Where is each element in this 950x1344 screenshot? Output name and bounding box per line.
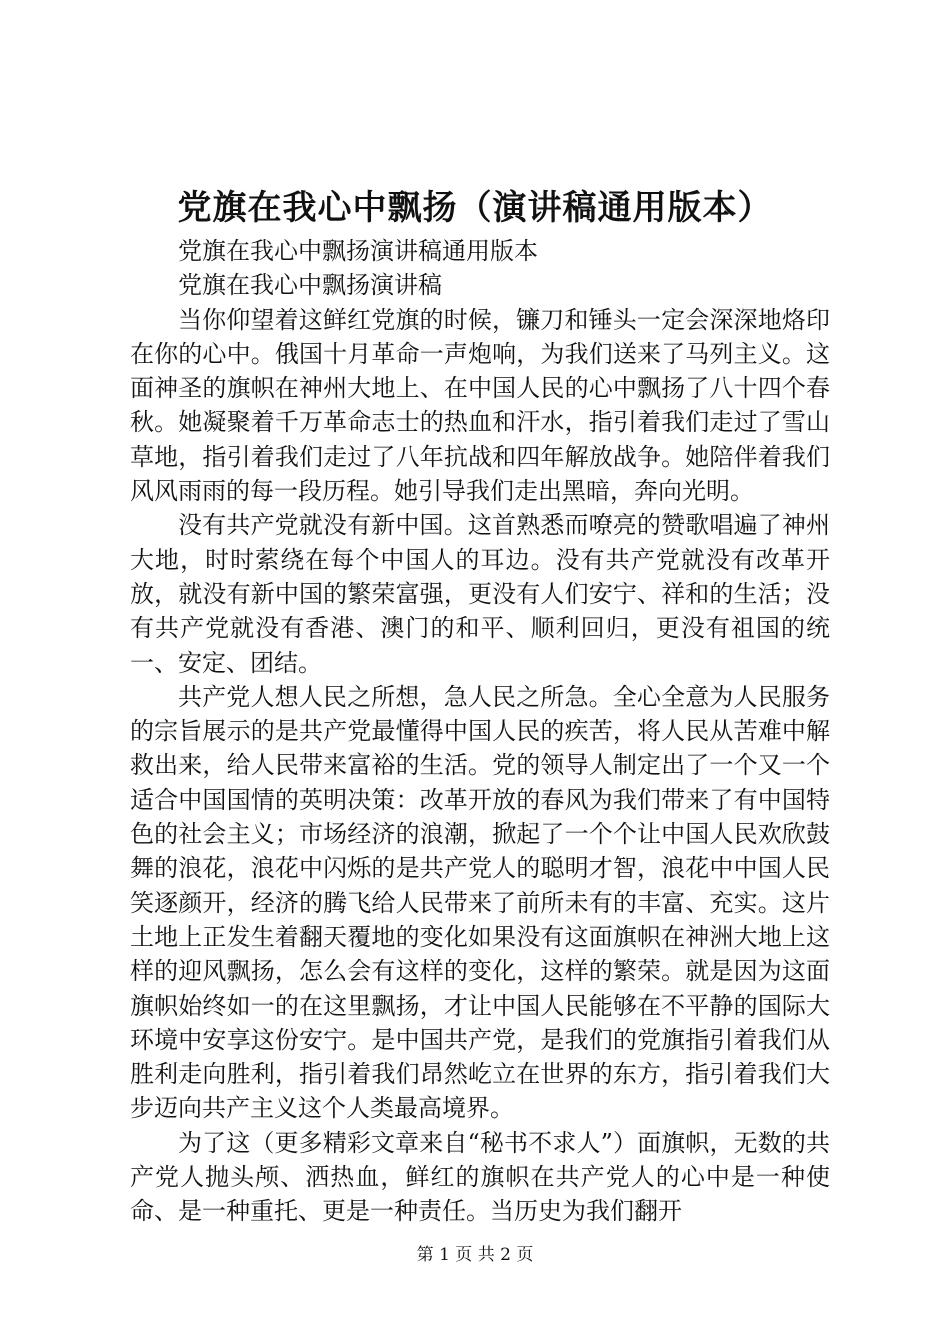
body-paragraph: 没有共产党就没有新中国。这首熟悉而嘹亮的赞歌唱遍了神州大地，时时萦绕在每个中国人的耳边。没有共产党就没有改革开放，就没有新中国的繁荣富强，更没有人们安宁、祥和的生活；没有共产党就没有香港、澳门的和平、顺利回归，更没有祖国的统一、安定、团结。 [130, 511, 830, 677]
page-number-footer: 第 1 页 共 2 页 [416, 1245, 534, 1265]
document-body [130, 234, 830, 1229]
subtitle-line: 党旗在我心中飘扬演讲稿通用版本 [178, 237, 538, 265]
subtitle-line: 党旗在我心中飘扬演讲稿 [178, 271, 442, 300]
document-title: 党旗在我心中飘扬（演讲稿通用版本） [177, 188, 773, 228]
body-paragraph: 为了这（更多精彩文章来自“秘书不求人”）面旗帜，无数的共产党人抛头颅、洒热血，鲜红的旗帜在共产党人的心中是一种使命、是一种重托、更是一种责任。当历史为我们翻开 [130, 1128, 830, 1226]
body-paragraph: 当你仰望着这鲜红党旗的时候，镰刀和锤头一定会深深地烙印在你的心中。俄国十月革命一声炮响，为我们送来了马列主义。这面神圣的旗帜在神州大地上、在中国人民的心中飘扬了八十四个春秋。她凝聚着千万革命志士的热血和汗水，指引着我们走过了雪山草地，指引着我们走过了八年抗战和四年解放战争。她陪伴着我们风风雨雨的每一段历程。她引导我们走出黑暗，奔向光明。 [130, 305, 830, 506]
body-paragraph: 共产党人想人民之所想，急人民之所急。全心全意为人民服务的宗旨展示的是共产党最懂得中国人民的疾苦，将人民从苦难中解救出来，给人民带来富裕的生活。党的领导人制定出了一个又一个适合中国国情的英明决策：改革开放的春风为我们带来了有中国特色的社会主义；市场经济的浪潮，掀起了一个个让中国人民欢欣鼓舞的浪花，浪花中闪烁的是共产党人的聪明才智，浪花中中国人民笑逐颜开，经济的腾飞给人民带来了前所未有的丰富、充实。这片土地上正发生着翻天覆地的变化如果没有这面旗帜在神洲大地上这样的迎风飘扬，怎么会有这样的变化，这样的繁荣。就是因为这面旗帜始终如一的在这里飘扬，才让中国人民能够在不平静的国际大环境中安享这份安宁。是中国共产党，是我们的党旗指引着我们从胜利走向胜利，指引着我们昂然屹立在世界的东方，指引着我们大步迈向共产主义这个人类最高境界。 [130, 682, 830, 1123]
